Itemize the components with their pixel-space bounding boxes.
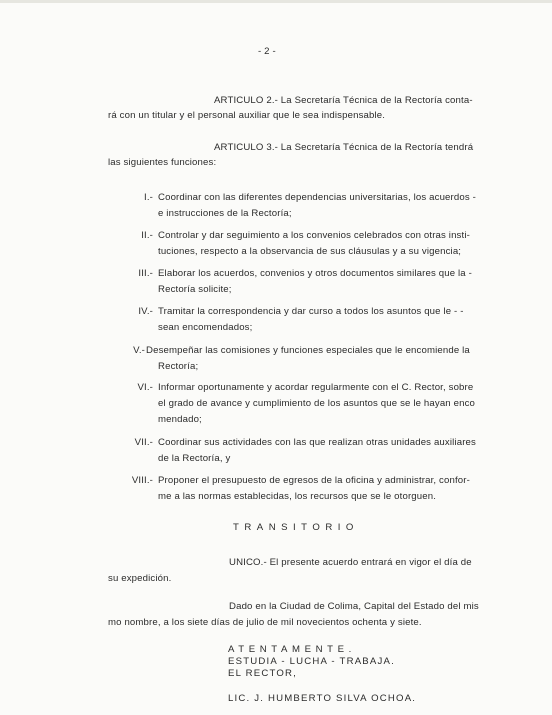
item-text-line: tuciones, respecto a la observancia de sus cláusulas y a su vigencia; [158,246,462,257]
item-text-line: Coordinar sus actividades con las que realizan otras unidades auxiliares [158,437,476,448]
page-number: - 2 - [258,46,276,57]
item-text-line: Coordinar con las diferentes dependencias universitarias, los acuerdos - [158,192,476,203]
article-2-line-1: ARTICULO 2.- La Secretaría Técnica de la Rectoría conta- [214,95,473,106]
item-text-line: Proponer el presupuesto de egresos de la oficina y administrar, confor- [158,475,470,486]
transitorio-line-1: UNICO.- El presente acuerdo entrará en vigor el día de [229,557,472,568]
signatory-title: EL RECTOR, [228,668,298,679]
item-text-line: me a las normas establecidas, los recursos que se le otorguen. [158,491,437,502]
item-text-line: sean encomendados; [158,322,253,333]
item-text-line: Controlar y dar seguimiento a los convenios celebrados con otras insti- [158,230,470,241]
item-numeral: II.- [141,230,153,241]
closing-line-2: mo nombre, a los siete días de julio de mil novecientos ochenta y siete. [108,617,422,628]
item-numeral: VIII.- [131,475,153,486]
page-edge [0,0,552,3]
item-text-line: Informar oportunamente y acordar regularmente con el C. Rector, sobre [158,382,474,393]
article-3-line-2: las siguientes funciones: [108,157,217,168]
closing-line-1: Dado en la Ciudad de Colima, Capital del Estado del mis [229,601,479,612]
item-text-line: el grado de avance y cumplimiento de los asuntos que se le hayan enco [158,398,476,409]
item-text-line: mendado; [158,414,202,425]
atentamente: ATENTAMENTE. [228,644,356,655]
item-text-line: Desempeñar las comisiones y funciones especiales que le encomiende la [146,345,470,356]
item-text-line: Rectoría solicite; [158,284,232,295]
item-numeral: VII.- [134,437,153,448]
item-text-line: e instrucciones de la Rectoría; [158,208,292,219]
item-numeral: I.- [144,192,153,203]
item-text-line: Tramitar la correspondencia y dar curso a todos los asuntos que le - - [158,306,464,317]
item-numeral: V.- [133,345,145,356]
signatory-name: LIC. J. HUMBERTO SILVA OCHOA. [228,693,417,704]
item-text-line: Rectoría; [158,361,199,372]
item-numeral: III.- [138,268,153,279]
motto: ESTUDIA - LUCHA - TRABAJA. [228,656,395,667]
transitorio-heading: TRANSITORIO [233,522,359,533]
item-numeral: VI.- [137,382,153,393]
item-numeral: IV.- [138,306,153,317]
article-2-line-2: rá con un titular y el personal auxiliar que le sea indispensable. [108,110,386,121]
article-3-line-1: ARTICULO 3.- La Secretaría Técnica de la Rectoría tendrá [214,142,474,153]
item-text-line: de la Rectoría, y [158,453,231,464]
transitorio-line-2: su expedición. [108,573,172,584]
item-text-line: Elaborar los acuerdos, convenios y otros documentos similares que la - [158,268,472,279]
